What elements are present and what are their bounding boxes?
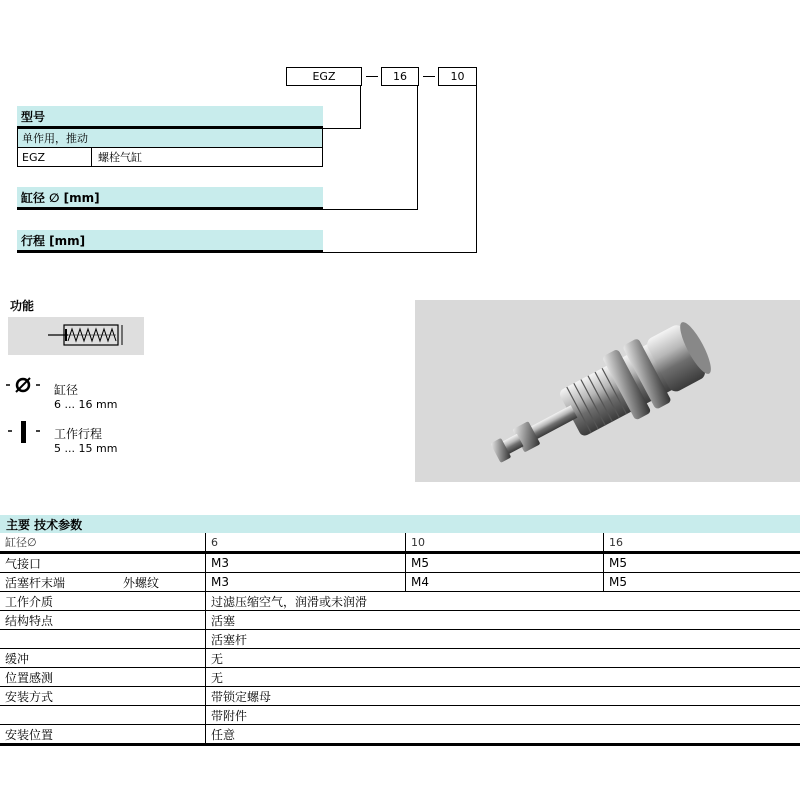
row-value: 带锁定螺母 — [205, 687, 800, 705]
connector-line — [323, 252, 477, 253]
stroke-range: 5 ... 15 mm — [54, 442, 118, 455]
order-code-dash — [366, 76, 378, 77]
table-row — [0, 687, 800, 706]
row-value: 过滤压缩空气，润滑或未润滑 — [205, 592, 800, 610]
connector-line — [323, 128, 361, 129]
row-value: 带附件 — [205, 706, 800, 724]
row-label: 缓冲 — [5, 651, 30, 666]
order-code-bore: 16 — [381, 67, 419, 86]
order-code-dash — [423, 76, 435, 77]
type-desc: 单作用，推动 — [22, 132, 88, 145]
row-label — [0, 706, 205, 724]
row-label: 工作介质 — [5, 594, 54, 609]
function-title: 功能 — [10, 299, 35, 313]
table-row — [0, 649, 800, 668]
row-label-main: 活塞杆末端 — [5, 575, 66, 590]
row-value: M3 — [205, 573, 405, 591]
row-value: 活塞 — [205, 611, 800, 629]
bore-col-2: 10 — [405, 533, 603, 551]
table-row — [0, 706, 800, 725]
bore-header: 缸径 ∅ [mm] — [17, 187, 323, 210]
connector-line — [323, 209, 418, 210]
row-value: M5 — [603, 573, 800, 591]
table-row — [0, 592, 800, 611]
tech-table — [0, 515, 800, 746]
bore-header-label: 缸径∅ — [5, 536, 37, 549]
type-header: 型号 — [17, 106, 323, 129]
bolt-cylinder-image — [415, 300, 800, 482]
row-value: 任意 — [205, 725, 800, 743]
type-code: EGZ — [18, 148, 92, 166]
row-label-sub: 外螺纹 — [123, 575, 160, 590]
row-label: 安装位置 — [5, 727, 54, 742]
stroke-icon — [6, 419, 42, 449]
bore-label: 缸径 — [54, 383, 79, 397]
table-row — [0, 573, 800, 592]
table-row — [0, 725, 800, 746]
table-row — [0, 630, 800, 649]
order-code-stroke: 10 — [438, 67, 477, 86]
type-desc-row — [17, 129, 323, 148]
row-value: 无 — [205, 649, 800, 667]
row-value: M4 — [405, 573, 603, 591]
row-value: M5 — [603, 554, 800, 572]
row-label: 气接口 — [5, 556, 42, 571]
bore-icon — [6, 375, 42, 399]
tech-title: 主要 技术参数 — [0, 515, 800, 533]
table-row — [0, 668, 800, 687]
type-name: 螺栓气缸 — [98, 151, 142, 164]
connector-line — [417, 86, 418, 210]
row-value: 无 — [205, 668, 800, 686]
connector-line — [476, 86, 477, 253]
row-label — [0, 573, 205, 591]
product-photo — [415, 300, 800, 482]
spring-cylinder-icon — [8, 317, 144, 355]
row-label: 安装方式 — [5, 689, 54, 704]
connector-line — [360, 86, 361, 129]
row-label — [0, 630, 205, 648]
bore-header-row — [0, 533, 800, 554]
stroke-header: 行程 [mm] — [17, 230, 323, 253]
cylinder-symbol — [8, 317, 144, 355]
bore-col-1: 6 — [205, 533, 405, 551]
row-label: 位置感测 — [5, 670, 54, 685]
row-value: 活塞杆 — [205, 630, 800, 648]
bore-range: 6 ... 16 mm — [54, 398, 118, 411]
row-value: M3 — [205, 554, 405, 572]
table-row — [0, 611, 800, 630]
table-row — [0, 554, 800, 573]
row-value: M5 — [405, 554, 603, 572]
stroke-label: 工作行程 — [54, 427, 103, 441]
type-code-row — [17, 148, 323, 167]
row-label: 结构特点 — [5, 613, 54, 628]
order-code-type: EGZ — [286, 67, 362, 86]
bore-col-3: 16 — [603, 533, 800, 551]
